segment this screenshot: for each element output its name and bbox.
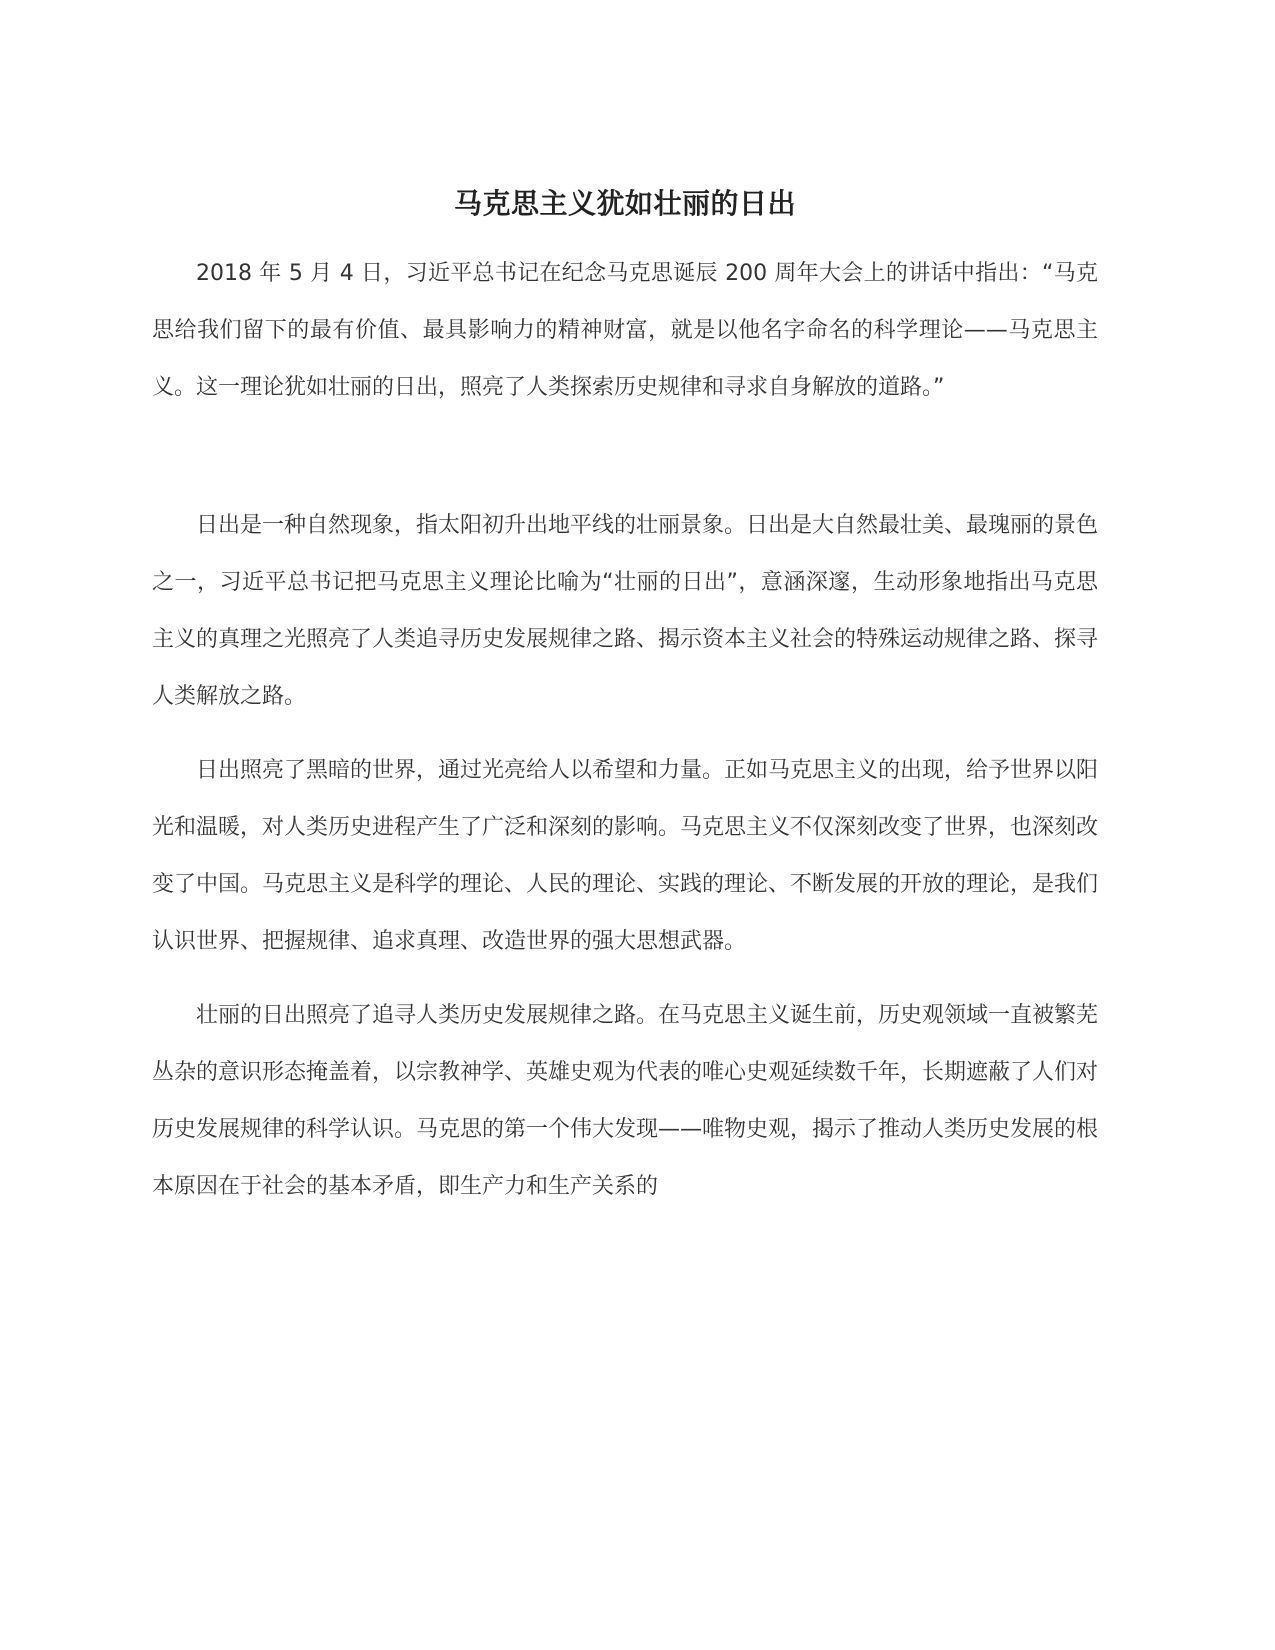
paragraph-speech-quote: 2018 年 5 月 4 日，习近平总书记在纪念马克思诞辰 200 周年大会上的讲话中指出：“马克思给我们留下的最有价值、最具影响力的精神财富，就是以他名字命名的科学理论——马克思主义。这一理论犹如壮丽的日出，照亮了人类探索历史规律和寻求自身解放的道路。” — [152, 261, 1098, 400]
paragraph-historical-materialism: 壮丽的日出照亮了追寻人类历史发展规律之路。在马克思主义诞生前，历史观领域一直被繁芜丛杂的意识形态掩盖着，以宗教神学、英雄史观为代表的唯心史观延续数千年，长期遮蔽了人们对历史发展规律的科学认识。马克思的第一个伟大发现——唯物史观，揭示了推动人类历史发展的根本原因在于社会的基本矛盾，即生产力和生产关系的 — [152, 1003, 1099, 1199]
paragraph-light-and-hope: 日出照亮了黑暗的世界，通过光亮给人以希望和力量。正如马克思主义的出现，给予世界以阳光和温暖，对人类历史进程产生了广泛和深刻的影响。马克思主义不仅深刻改变了世界，也深刻改变了中国。马克思主义是科学的理论、人民的理论、实践的理论、不断发展的开放的理论，是我们认识世界、把握规律、追求真理、改造世界的强大思想武器。 — [152, 758, 1099, 954]
document-title: 马克思主义犹如壮丽的日出 — [453, 187, 796, 220]
document-body — [152, 180, 1098, 1215]
paragraph-sunrise-metaphor: 日出是一种自然现象，指太阳初升出地平线的壮丽景象。日出是大自然最壮美、最瑰丽的景色之一，习近平总书记把马克思主义理论比喻为“壮丽的日出”，意涵深邃，生动形象地指出马克思主义的真理之光照亮了人类追寻历史发展规律之路、揭示资本主义社会的特殊运动规律之路、探寻人类解放之路。 — [152, 513, 1099, 709]
